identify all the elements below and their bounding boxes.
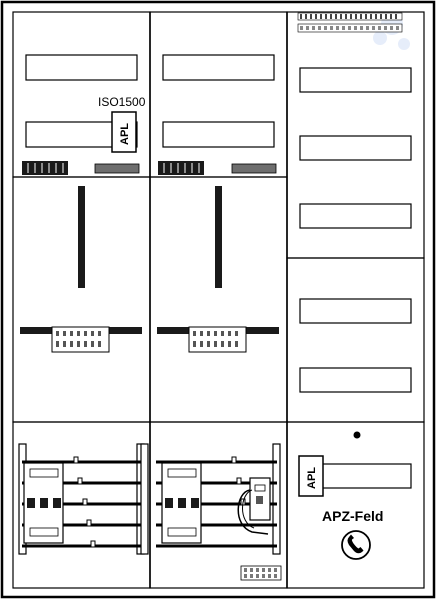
col1-busbar-clamps [74, 457, 95, 547]
col2-terminal-block-right [232, 164, 276, 173]
col3-middle-field [287, 258, 424, 422]
col3-din-rail-2 [300, 136, 411, 160]
apz-feld-label: APZ-Feld [322, 508, 384, 524]
col3-din-rail-1 [300, 68, 411, 92]
col2-busbar-assembly [157, 327, 279, 352]
col1-terminal-block-left [22, 161, 68, 175]
apl-module-lower [299, 456, 323, 496]
col2-main-switch [162, 463, 201, 543]
col2-din-rail-2 [163, 122, 274, 147]
apl-label-upper: APL [119, 123, 131, 145]
col2-din-rail-1 [163, 55, 274, 80]
col3-din-rail-4 [300, 299, 411, 323]
col2-busbar-clamps [232, 457, 245, 505]
col2-terminal-strip [241, 566, 281, 580]
col1-meter-bar [78, 186, 85, 288]
col2-meter-bar [215, 186, 222, 288]
apl-module-upper [112, 112, 136, 152]
col3-din-rail-3 [300, 204, 411, 228]
col2-upper-field [150, 12, 287, 177]
apz-indicator-dot [354, 432, 361, 439]
col3-apz-field [287, 422, 424, 588]
col1-din-rail-1 [26, 55, 137, 80]
col1-terminal-block-right [95, 164, 139, 173]
iso1500-label: ISO1500 [98, 95, 146, 109]
col2-terminal-block-left [158, 161, 204, 175]
apl-label-lower: APL [306, 467, 318, 489]
col1-busbar-assembly [20, 327, 142, 352]
col1-main-switch [24, 463, 63, 543]
telephone-handset-icon [342, 531, 370, 559]
col3-din-rail-5 [300, 368, 411, 392]
